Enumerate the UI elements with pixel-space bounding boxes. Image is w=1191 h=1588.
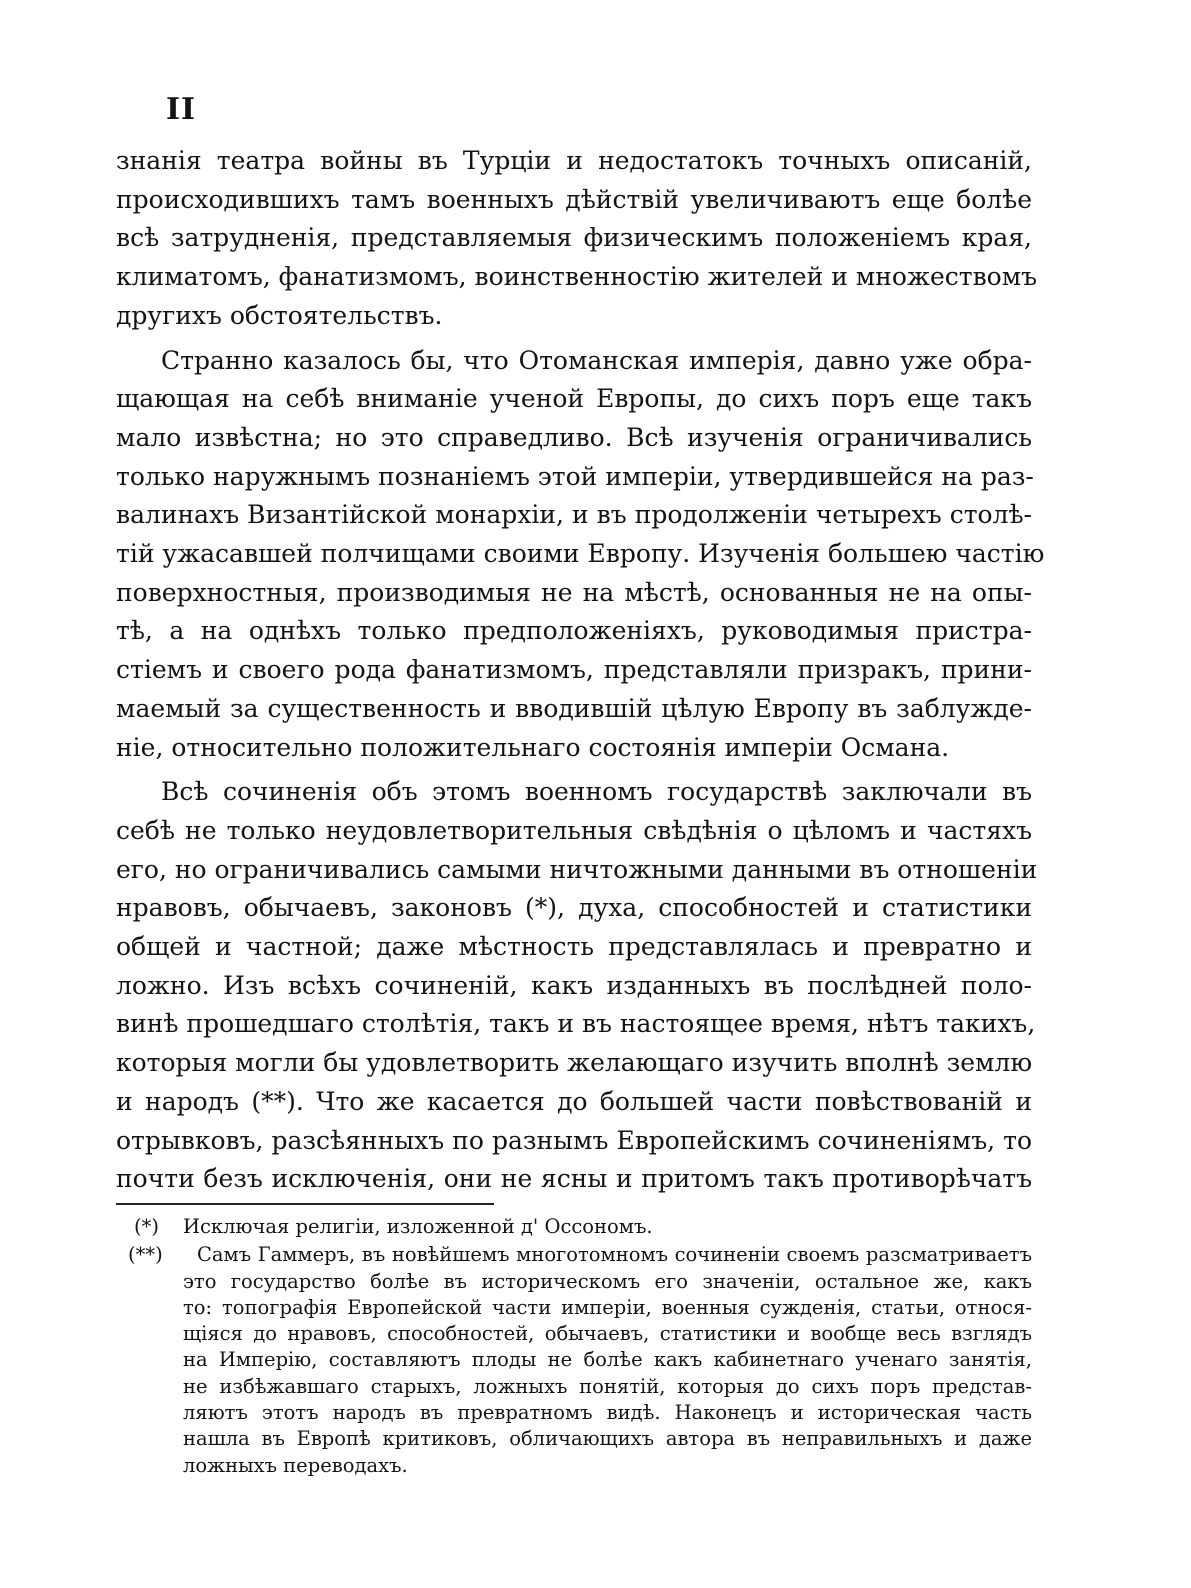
text-line: только наружнымъ познаніемъ этой имперіи, утвердившейся на раз- <box>116 461 1034 491</box>
text-line: происходившихъ тамъ военныхъ дѣйствій увеличиваютъ еще болѣе <box>116 184 1032 214</box>
text-line: ложно. Изъ всѣхъ сочиненій, какъ изданныхъ въ послѣдней поло- <box>116 970 1032 1000</box>
paragraph-1 <box>116 142 1038 336</box>
text-line: Всѣ сочиненія объ этомъ военномъ государствѣ заключали въ <box>161 777 1032 807</box>
paragraph-3 <box>116 773 1038 1199</box>
text-line: другихъ обстоятельствъ. <box>116 300 443 330</box>
text-line: стіемъ и своего рода фанатизмомъ, представляли призракъ, прини- <box>116 655 1032 685</box>
text-line: валинахъ Византійской монархіи, и въ продолженіи четырехъ столѣ- <box>116 500 1032 530</box>
text-line: его, но ограничивались самыми ничтожными данными въ отношеніи <box>116 854 1038 884</box>
footnote-line: не избѣжавшаго старыхъ, ложныхъ понятій, которыя до сихъ поръ представ- <box>183 1374 1032 1398</box>
text-line: мало извѣстна; но это справедливо. Всѣ изученія ограничивались <box>116 422 1032 452</box>
text-line: которыя могли бы удовлетворить желающаго изучить вполнѣ землю <box>116 1048 1033 1078</box>
footnote-mark: (**) <box>128 1243 163 1267</box>
text-line: маемый за существенность и вводившій цѣлую Европу въ заблужде- <box>116 693 1032 723</box>
footnote-rule <box>116 1203 494 1205</box>
footnote-line: Самъ Гаммеръ, въ новѣйшемъ многотомномъ сочиненіи своемъ разсматриваетъ <box>197 1243 1032 1267</box>
text-line: тій ужасавшей полчищами своими Европу. Изученія большею частію <box>116 539 1045 569</box>
footnote-line: ложныхъ переводахъ. <box>183 1453 408 1477</box>
footnote-line: щіяся до нравовъ, способностей, обычаевъ, статистики и вообще весь взглядъ <box>183 1322 1032 1346</box>
footnote-line: это государство болѣе въ историческомъ его значеніи, остальное же, какъ <box>183 1269 1032 1293</box>
text-line: знанія театра войны въ Турціи и недостатокъ точныхъ описаній, <box>116 146 1032 175</box>
text-line: себѣ не только неудовлетворительныя свѣдѣнія о цѣломъ и частяхъ <box>116 815 1032 845</box>
paragraph-2 <box>116 342 1045 768</box>
footnote-text <box>183 1214 1032 1240</box>
text-line: тѣ, а на однѣхъ только предположеніяхъ, руководимыя пристра- <box>116 616 1032 646</box>
footnote-text <box>183 1242 1032 1479</box>
page-number: II <box>166 92 197 127</box>
footnote-line: на Имперію, составляютъ плоды не болѣе какъ кабинетнаго ученаго занятія, <box>183 1348 1032 1372</box>
footnote-2 <box>116 1242 1032 1479</box>
text-line: нравовъ, обычаевъ, законовъ (*), духа, способностей и статистики <box>116 893 1032 923</box>
footnote-line: то: топографія Европейской части имперіи, военныя сужденія, статьи, относя- <box>183 1295 1032 1319</box>
footnote-line: нашла въ Европѣ критиковъ, обличающихъ автора въ неправильныхъ и даже <box>183 1427 1032 1451</box>
text-line: ніе, относительно положительнаго состоянія имперіи Османа. <box>116 732 950 762</box>
text-line: климатомъ, фанатизмомъ, воинственностію жителей и множествомъ <box>116 262 1038 292</box>
footnote-1 <box>116 1214 1032 1240</box>
text-line: щающая на себѣ вниманіе ученой Европы, до сихъ поръ еще такъ <box>116 384 1032 414</box>
text-line: Странно казалось бы, что Отоманская имперія, давно уже обра- <box>161 345 1032 375</box>
footnotes <box>116 1214 1032 1479</box>
text-line: общей и частной; даже мѣстность представлялась и превратно и <box>116 932 1032 962</box>
text-line: всѣ затрудненія, представляемыя физическимъ положеніемъ края, <box>116 223 1032 253</box>
body-text <box>116 142 1045 1199</box>
text-line: винѣ прошедшаго столѣтія, такъ и въ настоящее время, нѣтъ такихъ, <box>116 1009 1036 1039</box>
text-line: поверхностныя, производимыя не на мѣстѣ, основанныя не на опы- <box>116 577 1032 607</box>
text-line: и народъ (**). Что же касается до большей части повѣствованій и <box>116 1086 1032 1116</box>
text-line: почти безъ исключенія, они не ясны и притомъ такъ противорѣчатъ <box>116 1164 1032 1194</box>
footnote-mark: (*) <box>134 1215 159 1238</box>
footnote-line: ляютъ этотъ народъ въ превратномъ видѣ. Наконецъ и историческая часть <box>183 1401 1032 1425</box>
footnote-line: Исключая религіи, изложенной д' Оссономъ. <box>183 1215 653 1238</box>
text-line: отрывковъ, разсѣянныхъ по разнымъ Европейскимъ сочиненіямъ, то <box>116 1125 1032 1155</box>
